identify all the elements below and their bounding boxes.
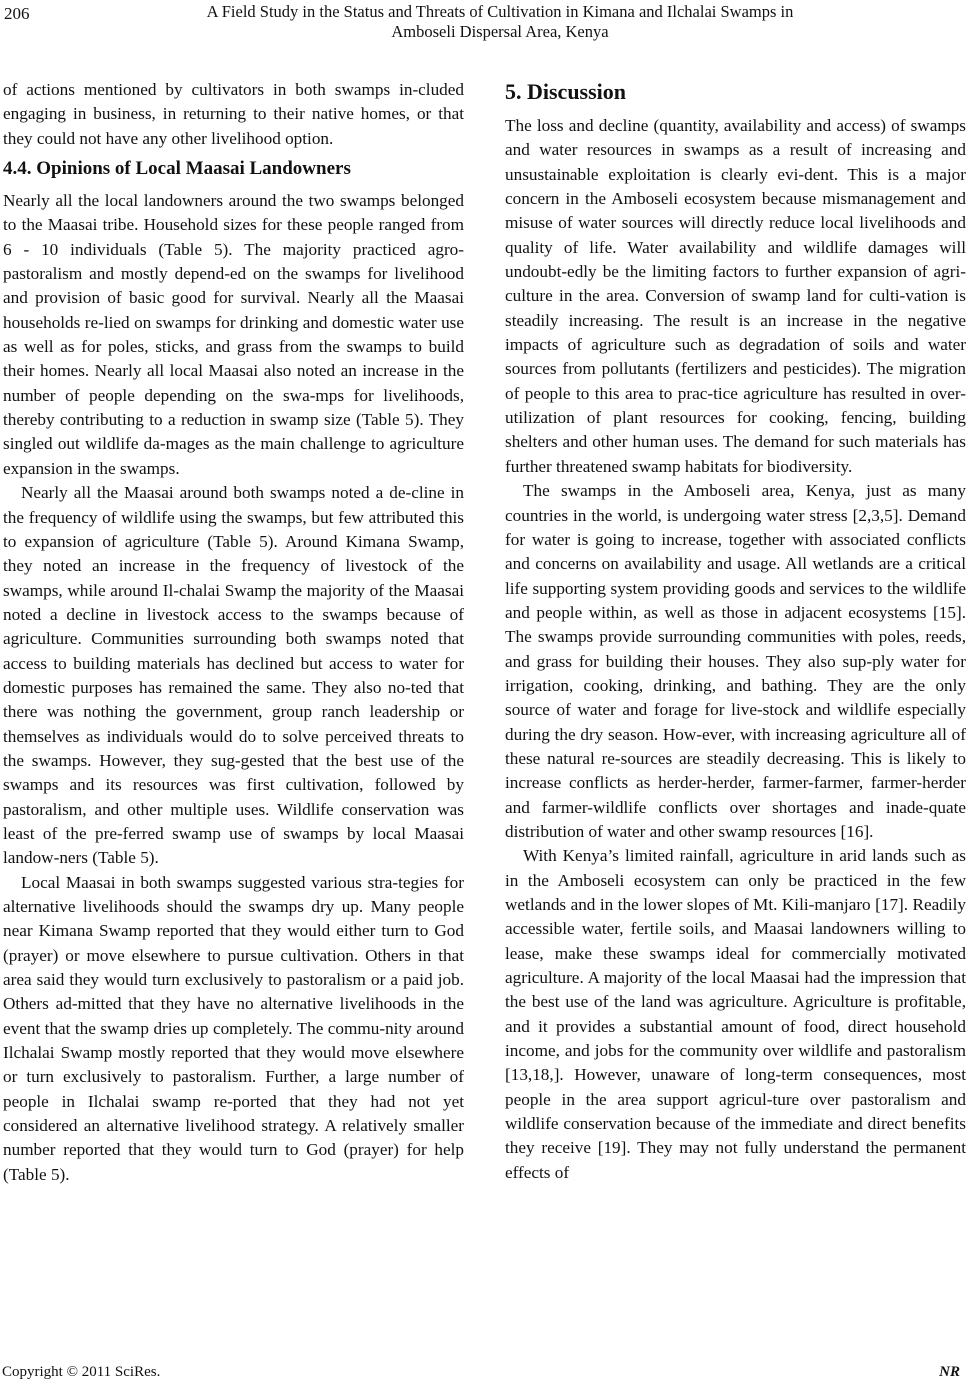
section-heading: 4.4. Opinions of Local Maasai Landowners <box>3 158 351 180</box>
running-title-line-2: Amboseli Dispersal Area, Kenya <box>391 22 609 41</box>
copyright-notice: Copyright © 2011 SciRes. <box>2 1364 161 1380</box>
paragraph: The swamps in the Amboseli area, Kenya, just as many countries in the world, is undergoing water stress [2,3,5]. Demand for water is going to increase, together with associated conflicts and concerns on availability and usage. All wetlands are a critical life supporting system providing goods and services to the wildlife and people within, as well as those in adjacent ecosystems [15]. The swamps provide surrounding communities with poles, reeds, and grass for building their houses. They also sup-ply water for irrigation, cooking, drinking, and bathing. They are the only source of water and forage for live-stock and wildlife especially during the dry season. How-ever, with increasing agriculture all of these natural re-sources are steadily decreasing. This is likely to increase conflicts as herder-herder, farmer-farmer, farmer-herder and farmer-wildlife conflicts over shortages and inade-quate distribution of water and other swamp resources [16]. <box>505 481 966 841</box>
paragraph: of actions mentioned by cultivators in both swamps in-cluded engaging in business, in returning to their native homes, or that they could not have any other livelihood option. <box>3 80 464 148</box>
left-column <box>3 78 464 1187</box>
paragraph: The loss and decline (quantity, availability and access) of swamps and water resources in swamps as a result of increasing and unsustainable exploitation is clearly evi-dent. This is a major concern in the Amboseli ecosystem because mismanagement and misuse of water sources will directly reduce local livelihoods and quality of life. Water availability and wildlife damages will undoubt-edly be the limiting factors to further expansion of agri-culture in the area. Conversion of swamp land for culti-vation is steadily increasing. The result is an increase in the negative impacts of agriculture such as degradation of soils and water sources from pollutants (fertilizers and pesticides). The migration of people to this area to prac-tice agriculture has resulted in over-utilization of plant resources for cooking, fencing, building shelters and other human uses. The demand for such materials has further threatened swamp habitats for biodiversity. <box>505 116 966 476</box>
paragraph: Local Maasai in both swamps suggested various stra-tegies for alternative livelihoods should the swamps dry up. Many people near Kimana Swamp reported that they would either turn to God (prayer) or move elsewhere to pursue cultivation. Others in that area said they would turn exclusively to pastoralism or a paid job. Others ad-mitted that they have no alternative livelihoods in the event that the swamp dries up completely. The commu-nity around Ilchalai Swamp mostly reported that they would move elsewhere or turn exclusively to pastoralism. Further, a large number of people in Ilchalai swamp re-ported that they had not yet considered an alternative livelihood strategy. A relatively smaller number reported that they would turn to God (prayer) for help (Table 5). <box>3 872 464 1184</box>
page-number: 206 <box>4 4 30 23</box>
right-column <box>505 78 966 1185</box>
running-title <box>150 2 850 42</box>
paragraph: Nearly all the Maasai around both swamps noted a de-cline in the frequency of wildlife using the swamps, but few attributed this to expansion of agriculture (Table 5). Around Kimana Swamp, they noted an increase in the frequency of livestock of the swamps, while around Il-chalai Swamp the majority of the Maasai noted a decline in livestock access to the swamps because of agriculture. Communities surrounding both swamps noted that access to building materials has declined but access to water for domestic purposes has remained the same. They also no-ted that there was nothing the government, group ranch leadership or themselves as individuals would do to solve perceived threats to the swamps. However, they sug-gested that the best use of the swamps and its resources was first cultivation, followed by pastoralism, and other multiple uses. Wildlife conservation was least of the pre-ferred swamp use of swamps by local Maasai landow-ners (Table 5). <box>3 483 464 868</box>
running-title-line-1: A Field Study in the Status and Threats of Cultivation in Kimana and Ilchalai Swamps in <box>206 2 794 21</box>
journal-abbreviation: NR <box>939 1364 960 1380</box>
section-heading: 5. Discussion <box>505 79 627 104</box>
paragraph: With Kenya’s limited rainfall, agriculture in arid lands such as in the Amboseli ecosystem can only be practiced in the few wetlands and in the lower slopes of Mt. Kili-manjaro [17]. Readily accessible water, fertile soils, and Maasai landowners willing to lease, make these swamps ideal for commercially motivated agriculture. A majority of the local Maasai had the impression that the best use of the land was agriculture. Agriculture is profitable, and it provides a substantial amount of food, direct household income, and jobs for the community over wildlife and pastoralism [13,18,]. However, unaware of long-term consequences, most people in the area support agricul-ture over pastoralism and wildlife conservation because of the immediate and direct benefits they receive [19]. They may not fully understand the permanent effects of <box>505 846 966 1182</box>
paragraph: Nearly all the local landowners around the two swamps belonged to the Maasai tribe. Household sizes for these people ranged from 6 - 10 individuals (Table 5). The majority practiced agro-pastoralism and mostly depend-ed on the swamps for livelihood and provision of basic good for survival. Nearly all the Maasai households re-lied on swamps for drinking and domestic water use as well as for poles, sticks, and grass from the swamps to build their homes. Nearly all local Maasai also noted an increase in the number of people depending on the swa-mps for livelihoods, thereby contributing to a reduction in swamp size (Table 5). They singled out wildlife da-mages as the main challenge to agriculture expansion in the swamps. <box>3 191 464 478</box>
